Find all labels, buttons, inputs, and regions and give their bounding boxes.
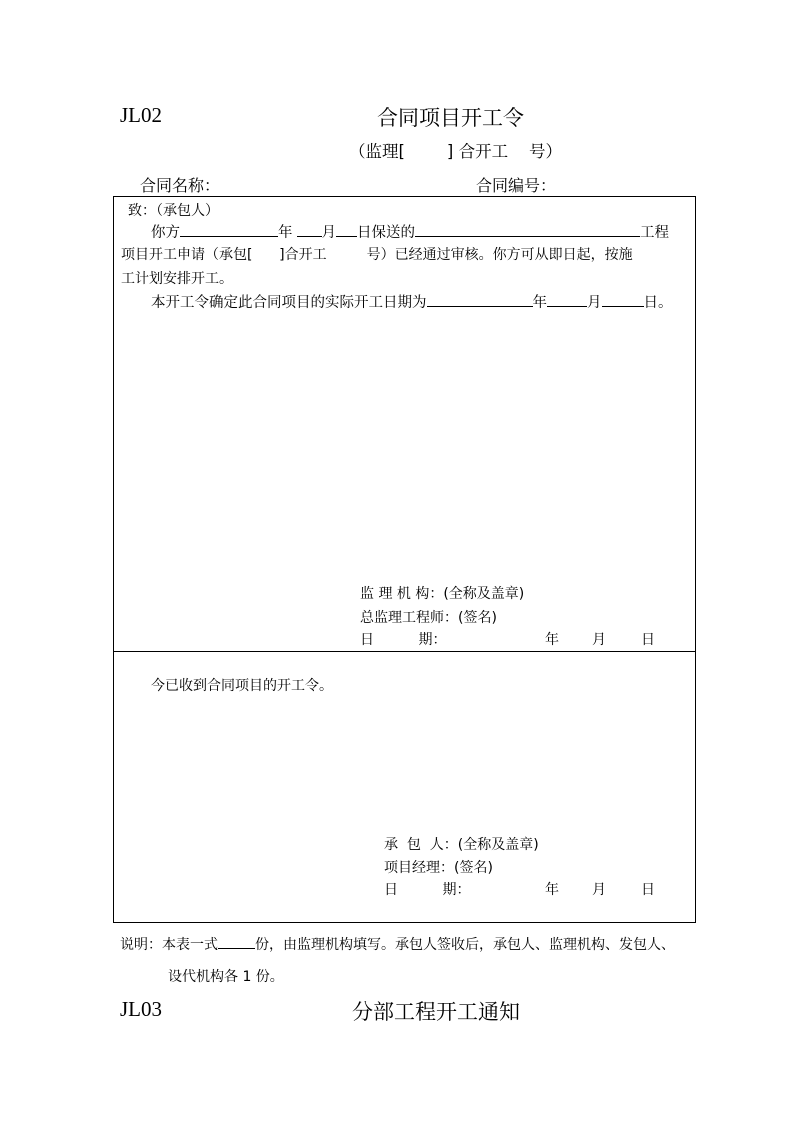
start-date-text: 本开工令确定此合同项目的实际开工日期为 (151, 295, 427, 311)
start-year-blank[interactable] (427, 292, 533, 307)
copies-blank[interactable] (218, 934, 255, 949)
contract-number-label: 合同编号： (476, 176, 557, 195)
start-day-blank[interactable] (602, 292, 644, 307)
contractor-org-label: 承 包 人：(全称及盖章) (384, 837, 539, 853)
form-note-continued: 设代机构各 1 份。 (168, 969, 284, 985)
form-table (113, 196, 696, 923)
start-year-text: 年 (532, 295, 547, 311)
contractor-date-label: 日 期： (384, 882, 471, 898)
next-form-code: JL03 (120, 997, 162, 1021)
chief-engineer-label: 总监理工程师：(签名) (360, 610, 497, 626)
contractor-month: 月 (592, 882, 606, 898)
supervision-date-label: 日 期： (360, 632, 447, 648)
start-month-text: 月 (587, 295, 602, 311)
supervision-month: 月 (592, 632, 606, 648)
form-note (120, 934, 675, 955)
form-code: JL02 (120, 103, 162, 127)
note-copies-text: 说明：本表一式 (120, 937, 218, 953)
note-distribution-text: 份，由监理机构填写。承包人签收后，承包人、监理机构、发包人、 (255, 937, 675, 953)
received-statement: 今已收到合同项目的开工令。 (151, 678, 333, 694)
project-manager-label: 项目经理：(签名) (384, 860, 493, 876)
submission-line (151, 222, 669, 243)
application-line: 项目开工申请（承包[ ]合开工 号）已经通过审核。你方可从即日起，按施 (121, 247, 633, 263)
start-month-blank[interactable] (547, 292, 587, 307)
you-text: 你方 (151, 225, 180, 241)
contract-name-label: 合同名称： (140, 176, 221, 195)
project-text: 工程 (640, 225, 669, 241)
submit-party-blank[interactable] (180, 222, 278, 237)
supervision-org-label: 监 理 机 构：(全称及盖章) (360, 586, 525, 602)
schedule-line: 工计划安排开工。 (121, 271, 233, 287)
month-blank[interactable] (297, 222, 322, 237)
day-submitted-text: 日保送的 (357, 225, 415, 241)
day-blank[interactable] (336, 222, 357, 237)
to-contractor-label: 致：（承包人） (128, 203, 219, 219)
start-day-text: 日。 (643, 295, 673, 311)
next-form-title: 分部工程开工通知 (352, 1000, 520, 1024)
project-name-blank[interactable] (415, 222, 640, 237)
month-text: 月 (321, 225, 336, 241)
contractor-day: 日 (641, 882, 655, 898)
start-date-line (151, 292, 673, 313)
section-divider (114, 651, 695, 652)
year-text: 年 (278, 225, 293, 241)
form-subtitle: （监理[ ] 合开工 号） (349, 142, 563, 161)
form-title: 合同项目开工令 (377, 106, 524, 130)
supervision-day: 日 (641, 632, 655, 648)
contractor-year: 年 (545, 882, 559, 898)
supervision-year: 年 (545, 632, 559, 648)
